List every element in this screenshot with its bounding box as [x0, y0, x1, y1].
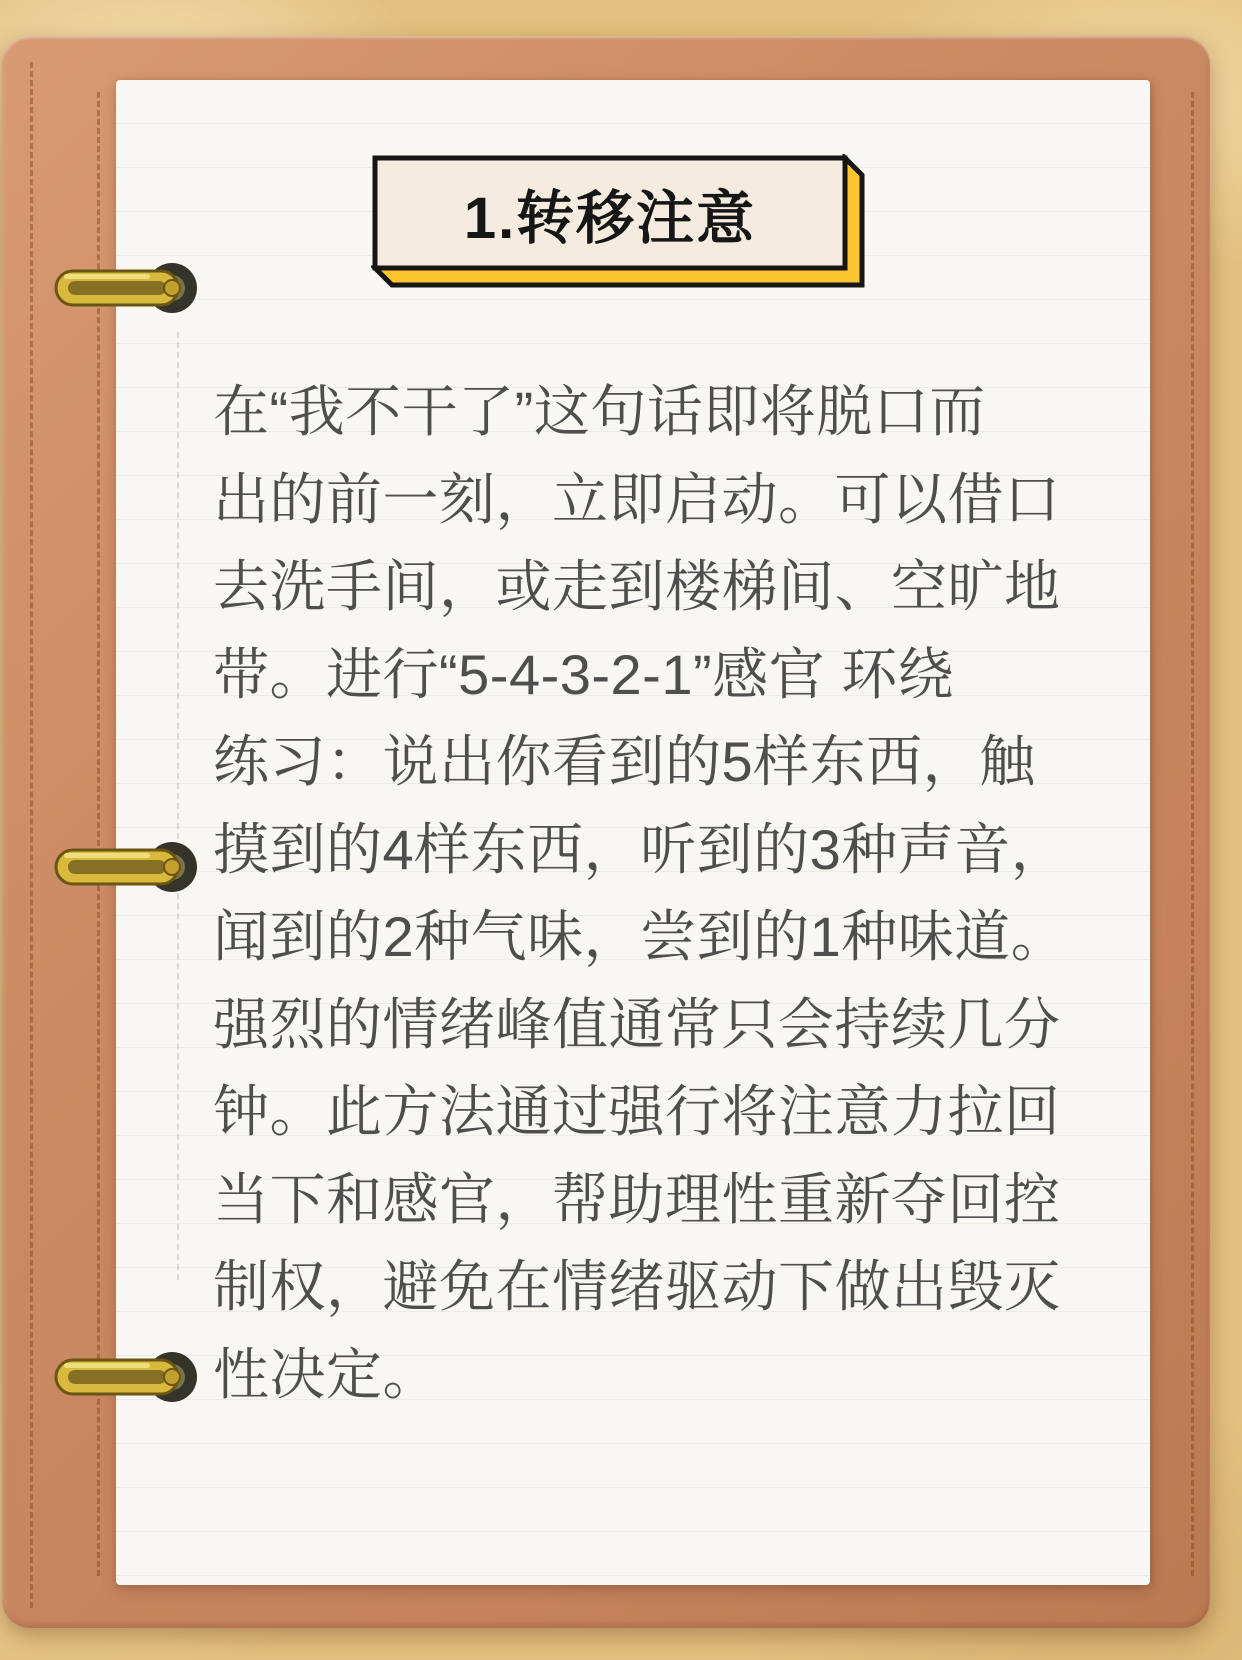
- edge-stitch-line: [1191, 92, 1194, 1576]
- body-line: 制权，避免在情绪驱动下做出毁灭: [213, 1255, 1061, 1318]
- body-line: 强烈的情绪峰值通常只会持续几分: [213, 992, 1061, 1056]
- body-line: 带。进行“5-4-3-2-1”感官 环绕: [213, 642, 955, 706]
- binder-ring-icon: [50, 822, 220, 912]
- spine-stitch-line: [30, 62, 33, 1608]
- margin-guide-line: [177, 332, 179, 1280]
- page-title: 1.转移注意: [463, 186, 757, 251]
- body-line: 摸到的4样东西，听到的3种声音，: [213, 817, 1068, 881]
- body-line: 去洗手间，或走到楼梯间、空旷地: [213, 555, 1061, 618]
- body-line: 在“我不干了”这句话即将脱口而: [213, 380, 986, 443]
- body-line: 钟。此方法通过强行将注意力拉回: [213, 1080, 1061, 1143]
- body-line: 出的前一刻，立即启动。可以借口: [213, 467, 1061, 531]
- body-text: [213, 368, 1068, 1418]
- binder-ring-icon: [50, 1332, 220, 1422]
- body-line: 闻到的2种气味，尝到的1种味道。: [213, 905, 1068, 968]
- body-line: 当下和感官，帮助理性重新夺回控: [213, 1167, 1061, 1231]
- binder-ring-icon: [50, 243, 220, 333]
- body-line: 性决定。: [213, 1342, 439, 1406]
- body-line: 练习：说出你看到的5样东西，触: [213, 730, 1036, 793]
